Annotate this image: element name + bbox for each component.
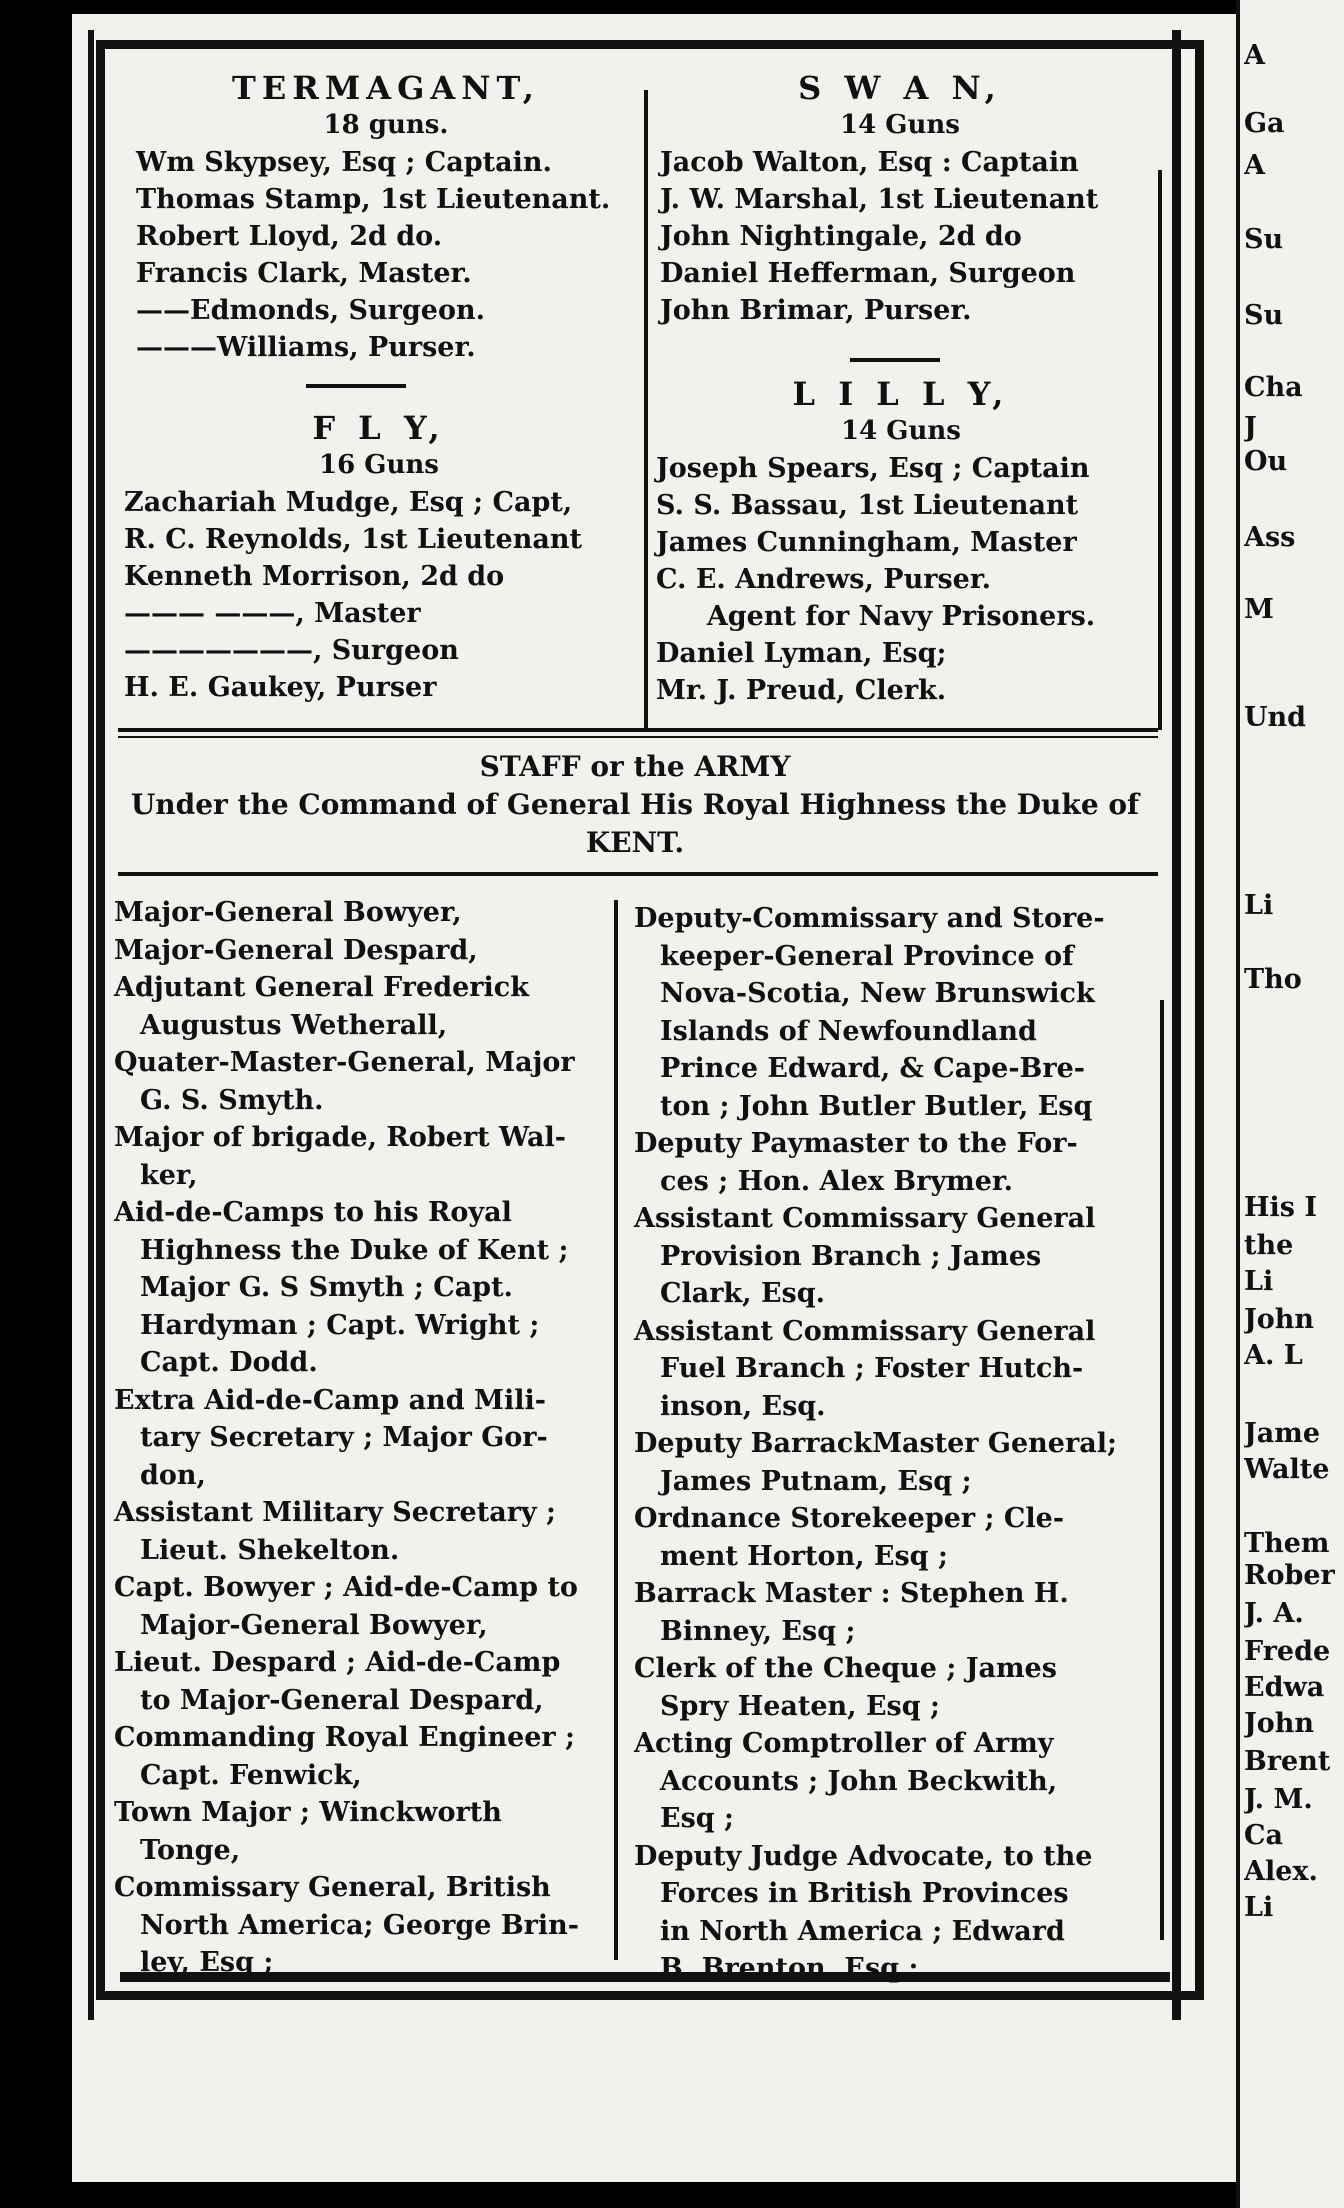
staff-entry-title: Ordnance Storekeeper ; Cle- [634,1503,1065,1534]
adjacent-page-fragment: Tho [1244,964,1302,995]
adjacent-page-fragment: A [1244,40,1265,71]
agent-line: Daniel Lyman, Esq; [656,638,947,669]
staff-entry-continuation: ker, [140,1159,198,1191]
adjacent-page-fragment: Them [1244,1528,1330,1559]
border-rule-left [88,30,94,2020]
staff-entry [634,1425,1154,1500]
staff-right-column [634,900,1154,1988]
adjacent-page-fragment: His I [1244,1192,1317,1223]
swan-officers [660,144,1140,329]
adjacent-page-fragment: J. M. [1244,1784,1313,1815]
staff-entry [634,1200,1154,1313]
staff-entry-continuation: to Major-General Despard, [140,1684,544,1716]
staff-entry-title: Capt. Bowyer ; Aid-de-Camp to [114,1572,578,1603]
column-rule-top-right [1158,170,1162,730]
termagant-officer-line: Robert Lloyd, 2d do. [136,221,443,252]
staff-entry-continuation: Clark, Esq. [660,1278,826,1309]
fly-section [124,410,634,706]
divider-rule [850,358,940,362]
staff-entry [114,1794,614,1869]
staff-entry [114,932,614,970]
staff-entry [634,1125,1154,1200]
staff-entry [114,1119,614,1194]
adjacent-page-fragment: Ga [1244,108,1285,139]
swan-officer-line: John Nightingale, 2d do [660,221,1022,252]
adjacent-page-fragment: Li [1244,890,1274,921]
swan-officer-line: John Brimar, Purser. [660,295,972,326]
staff-entry-continuation: Forces in British Provinces [660,1878,1069,1909]
staff-entry [114,1044,614,1119]
termagant-officer-line: ———Williams, Purser. [136,332,476,363]
staff-entry-title: Commanding Royal Engineer ; [114,1722,576,1753]
staff-entry-title: Deputy Judge Advocate, to the [634,1840,1093,1872]
staff-entry-continuation: Capt. Dodd. [140,1347,318,1378]
fly-officer-line: Kenneth Morrison, 2d do [124,561,505,592]
staff-left-column [114,894,614,1982]
ship-guns-swan: 14 Guns [840,110,960,140]
staff-subtitle-2: KENT. [585,826,685,859]
fly-officer-line: ———————, Surgeon [124,635,459,666]
adjacent-page-fragment: J [1244,412,1257,443]
staff-entry-continuation: Tonge, [140,1834,241,1866]
staff-entry-continuation: Augustus Wetherall, [140,1009,448,1041]
staff-entry [634,1500,1154,1575]
staff-entry-continuation: Provision Branch ; James [660,1240,1042,1272]
staff-entry-title: Major-General Bowyer, [114,897,462,928]
staff-entry-continuation: B. Brenton, Esq ; [660,1953,919,1984]
adjacent-page-fragment: John [1244,1304,1315,1335]
staff-entry [114,969,614,1044]
staff-entry-title: Assistant Commissary General [634,1203,1096,1234]
ship-guns-fly: 16 Guns [319,450,439,480]
staff-entry-continuation: Highness the Duke of Kent ; [140,1234,569,1266]
column-rule-top [644,90,648,730]
staff-entry-continuation: in North America ; Edward [660,1915,1065,1947]
staff-entry-continuation: North America; George Brin- [140,1909,579,1941]
staff-rule [118,872,1158,876]
agent-heading: Agent for Navy Prisoners. [706,601,1096,632]
staff-entry-title: Acting Comptroller of Army [634,1728,1054,1759]
staff-entry [634,1313,1154,1426]
staff-entry-continuation: Prince Edward, & Cape-Bre- [660,1053,1085,1084]
adjacent-page-fragment: Rober [1244,1560,1335,1591]
staff-entry [634,1725,1154,1838]
staff-entry-continuation: Lieut. Shekelton. [140,1534,400,1566]
lilly-officers [656,450,1146,598]
staff-entry-title: Aid-de-Camps to his Royal [114,1197,512,1228]
staff-entry-continuation: ley, Esq ; [140,1947,274,1978]
swan-officer-line: Daniel Hefferman, Surgeon [660,258,1076,289]
staff-entry-title: Town Major ; Winckworth [114,1797,502,1828]
staff-entry [634,900,1154,1125]
staff-entry-continuation: Nova-Scotia, New Brunswick [660,978,1095,1009]
section-rule [118,736,1158,738]
staff-entry-continuation: ment Horton, Esq ; [660,1540,948,1572]
staff-entry-continuation: Binney, Esq ; [660,1615,856,1647]
termagant-section [136,70,636,366]
staff-entry-continuation: ces ; Hon. Alex Brymer. [660,1165,1014,1197]
swan-officer-line: J. W. Marshal, 1st Lieutenant [660,184,1099,215]
staff-entry [634,1838,1154,1988]
agent-line: Mr. J. Preud, Clerk. [656,675,947,706]
adjacent-page-fragment: Su [1244,300,1284,331]
staff-entry [114,1869,614,1982]
staff-entry-title: Adjutant General Frederick [114,972,529,1003]
section-rule [118,728,1158,732]
adjacent-page-fragment: Jame [1244,1418,1321,1449]
staff-entry-title: Extra Aid-de-Camp and Mili- [114,1384,546,1416]
termagant-officer-line: ——Edmonds, Surgeon. [136,295,485,326]
fly-officers [124,484,634,706]
ship-guns-termagant: 18 guns. [323,110,449,140]
staff-entry-title: Deputy Paymaster to the For- [634,1128,1078,1159]
staff-entry-continuation: Major G. S Smyth ; Capt. [140,1272,513,1303]
staff-entry-continuation: keeper-General Province of [660,940,1074,972]
adjacent-page-fragment: Edwa [1244,1672,1325,1703]
staff-entry [114,1569,614,1644]
ship-guns-lilly: 14 Guns [841,416,961,446]
staff-entry-continuation: Islands of Newfoundland [660,1015,1037,1047]
adjacent-page-fragment: Ou [1244,446,1288,477]
staff-entry-title: Assistant Military Secretary ; [114,1497,556,1528]
lilly-officer-line: Joseph Spears, Esq ; Captain [656,453,1090,484]
staff-entry-continuation: Hardyman ; Capt. Wright ; [140,1309,540,1341]
adjacent-page-fragment: A [1244,150,1265,181]
ship-name-swan: S W A N, [798,69,1002,107]
staff-entry-title: Barrack Master : Stephen H. [634,1578,1069,1609]
adjacent-page-fragment: Und [1244,702,1307,733]
staff-entry-continuation: Fuel Branch ; Foster Hutch- [660,1353,1084,1384]
adjacent-page-fragment: Li [1244,1892,1274,1923]
adjacent-page-fragment: John [1244,1708,1315,1739]
staff-entry-continuation: James Putnam, Esq ; [660,1465,972,1497]
staff-entry-title: Quater-Master-General, Major [114,1047,575,1078]
ship-name-lilly: L I L L Y, [792,375,1010,413]
adjacent-page-fragment: Li [1244,1266,1274,1297]
staff-entry [634,1650,1154,1725]
staff-heading [110,748,1160,862]
staff-entry-title: Lieut. Despard ; Aid-de-Camp [114,1647,561,1678]
staff-entry-continuation: Accounts ; John Beckwith, [660,1765,1058,1797]
termagant-officer-line: Francis Clark, Master. [136,258,472,289]
staff-entry-continuation: don, [140,1459,206,1491]
adjacent-page-fragment: Walte [1244,1454,1330,1485]
staff-entry-continuation: Major-General Bowyer, [140,1609,488,1641]
ship-name-termagant: TERMAGANT, [232,69,540,107]
adjacent-page-fragment: Frede [1244,1636,1331,1667]
adjacent-page-fragment: the [1244,1230,1294,1261]
staff-entry-continuation: G. S. Smyth. [140,1084,324,1116]
staff-entry [634,1575,1154,1650]
staff-entry [114,1719,614,1794]
adjacent-page-fragment: M [1244,594,1274,625]
adjacent-page-fragment: J. A. [1244,1598,1304,1629]
lilly-section [656,376,1146,709]
staff-entry [114,1494,614,1569]
staff-title: STAFF or the ARMY [479,750,791,783]
adjacent-page-fragment: Ass [1244,522,1296,553]
swan-officer-line: Jacob Walton, Esq : Captain [660,147,1079,178]
divider-rule [306,384,406,388]
adjacent-page-fragment: A. L [1244,1340,1303,1371]
staff-entry [114,1382,614,1495]
adjacent-page-fragment: Brent [1244,1746,1331,1777]
adjacent-page-fragment: Ca [1244,1820,1283,1851]
lilly-officer-line: James Cunningham, Master [656,527,1077,558]
staff-entry-continuation: Capt. Fenwick, [140,1759,362,1791]
staff-entry-title: Major of brigade, Robert Wal- [114,1122,566,1153]
adjacent-page-fragment: Su [1244,224,1284,255]
staff-entry-title: Deputy-Commissary and Store- [634,903,1105,934]
staff-entry-title: Assistant Commissary General [634,1315,1096,1347]
adjacent-page-fragment: Alex. [1244,1856,1318,1887]
swan-section [660,70,1140,329]
ship-name-fly: F L Y, [312,409,446,447]
fly-officer-line: ——— ———, Master [124,598,421,629]
staff-entry-continuation: Spry Heaten, Esq ; [660,1690,940,1722]
staff-entry-title: Commissary General, British [114,1872,551,1903]
staff-entry [114,1644,614,1719]
termagant-officer-line: Wm Skypsey, Esq ; Captain. [136,147,552,178]
fly-officer-line: Zachariah Mudge, Esq ; Capt, [124,487,573,518]
staff-entry-title: Major-General Despard, [114,934,478,966]
staff-entry-continuation: Esq ; [660,1803,735,1834]
lilly-officer-line: S. S. Bassau, 1st Lieutenant [656,490,1079,521]
adjacent-page-fragment: Cha [1244,372,1303,403]
fly-officer-line: R. C. Reynolds, 1st Lieutenant [124,524,582,555]
staff-entry-continuation: ton ; John Butler Butler, Esq [660,1090,1093,1122]
termagant-officer-line: Thomas Stamp, 1st Lieutenant. [136,184,611,215]
staff-entry [114,894,614,932]
fly-officer-line: H. E. Gaukey, Purser [124,672,437,703]
column-rule-bottom-right [1160,1000,1164,1940]
staff-entry-continuation: tary Secretary ; Major Gor- [140,1422,548,1453]
termagant-officers [136,144,636,366]
staff-entry-title: Deputy BarrackMaster General; [634,1428,1117,1459]
staff-subtitle: Under the Command of General His Royal Highness the Duke of [130,788,1140,821]
staff-entry-continuation: inson, Esq. [660,1390,826,1422]
lilly-officer-line: C. E. Andrews, Purser. [656,564,991,595]
column-rule-bottom [614,900,618,1960]
staff-entry [114,1194,614,1382]
staff-entry-title: Clerk of the Cheque ; James [634,1653,1057,1684]
agent-list [656,635,1146,709]
